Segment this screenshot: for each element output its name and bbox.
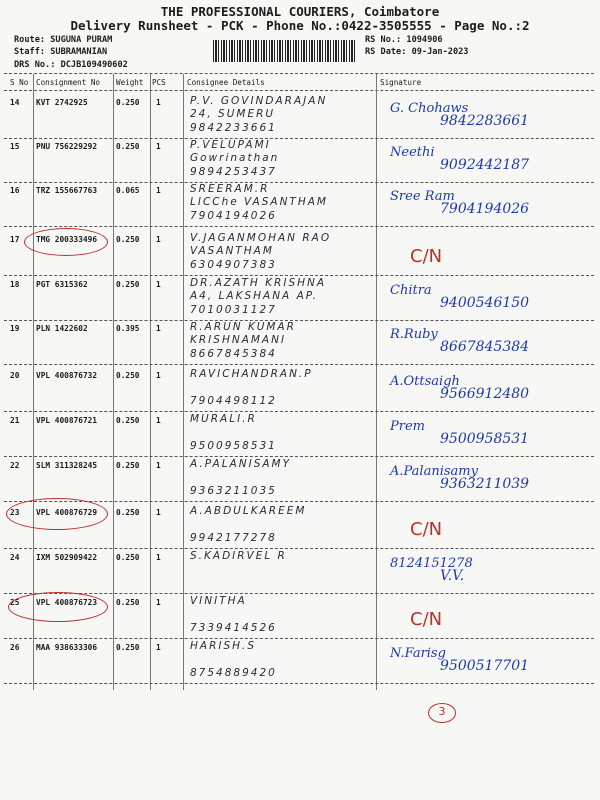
consignee-phone: 9363211035 [190, 485, 277, 497]
col-sno: S No [10, 78, 29, 87]
signature-phone: 9092442187 [440, 157, 530, 173]
pcs-value: 1 [156, 186, 161, 195]
barcode-image [213, 40, 355, 62]
signature-mark: A.Ottsaigh [390, 374, 460, 389]
consignee-phone: 6304907383 [190, 259, 277, 271]
consignment-number: VPL 400876721 [36, 416, 98, 425]
consignment-number: VPL 400876729 [36, 508, 98, 517]
signature-mark: Prem [390, 419, 425, 434]
consignee-phone: 7904194026 [190, 210, 277, 222]
pcs-value: 1 [156, 598, 161, 607]
consignee-name: VINITHA [190, 595, 247, 607]
page-mark: 3 [428, 703, 456, 723]
signature-phone: 9842283661 [440, 113, 530, 129]
consignment-number: VPL 400876723 [36, 598, 98, 607]
consignee-phone: 7339414526 [190, 622, 277, 634]
drs-number: DRS No.: DCJB109490602 [14, 60, 128, 70]
consignment-number: IXM 502909422 [36, 553, 98, 562]
pcs-value: 1 [156, 324, 161, 333]
consignment-number: TMG 200333496 [36, 235, 98, 244]
col-signature: Signature [380, 78, 422, 87]
consignee-address: KRISHNAMANI [190, 334, 287, 346]
consignee-address: LICChe VASANTHAM [190, 196, 328, 208]
consignee-phone: 9842233661 [190, 122, 277, 134]
signature-phone: 7904194026 [440, 201, 530, 217]
consignee-name: S.KADIRVEL R [190, 550, 287, 562]
signature-mark: Chitra [390, 283, 432, 298]
col-weight: Weight [116, 78, 144, 87]
pcs-value: 1 [156, 98, 161, 107]
consignee-address: A4, LAKSHANA AP. [190, 290, 318, 302]
col-consignee: Consignee Details [187, 78, 265, 87]
consignee-name: SREERAM.R [190, 183, 270, 195]
signature-mark: N.Farisg [390, 646, 446, 661]
signature-mark: R.Ruby [390, 327, 438, 342]
signature-mark: 8124151278 [390, 556, 473, 571]
consignee-name: A.PALANISAMY [190, 458, 292, 470]
consignee-phone: 9942177278 [190, 532, 277, 544]
weight-value: 0.395 [116, 324, 140, 333]
consignee-name: HARISH.S [190, 640, 257, 652]
weight-value: 0.250 [116, 280, 140, 289]
serial-number: 15 [10, 142, 20, 151]
signature-mark: C/N [410, 519, 443, 540]
route-label: Route: SUGUNA PURAM [14, 35, 113, 45]
serial-number: 23 [10, 508, 20, 517]
weight-value: 0.250 [116, 416, 140, 425]
pcs-value: 1 [156, 280, 161, 289]
consignment-number: PNU 756229292 [36, 142, 98, 151]
weight-value: 0.250 [116, 142, 140, 151]
serial-number: 24 [10, 553, 20, 562]
signature-phone: 9363211039 [440, 476, 530, 492]
signature-phone: 9500958531 [440, 431, 530, 447]
consignment-number: PLN 1422602 [36, 324, 88, 333]
serial-number: 21 [10, 416, 20, 425]
serial-number: 25 [10, 598, 20, 607]
consignment-number: VPL 400876732 [36, 371, 98, 380]
pcs-value: 1 [156, 235, 161, 244]
pcs-value: 1 [156, 416, 161, 425]
weight-value: 0.250 [116, 553, 140, 562]
consignee-phone: 9500958531 [190, 440, 277, 452]
serial-number: 16 [10, 186, 20, 195]
highlight-circle [24, 228, 108, 256]
consignee-phone: 9894253437 [190, 166, 277, 178]
signature-mark: G. Chohaws [390, 101, 469, 116]
consignee-name: A.ABDULKAREEM [190, 505, 307, 517]
serial-number: 26 [10, 643, 20, 652]
pcs-value: 1 [156, 461, 161, 470]
pcs-value: 1 [156, 553, 161, 562]
staff-label: Staff: SUBRAMANIAN [14, 47, 108, 57]
col-consignment: Consignment No [36, 78, 101, 87]
pcs-value: 1 [156, 508, 161, 517]
runsheet-subtitle: Delivery Runsheet - PCK - Phone No.:0422-3505555 - Page No.:2 [70, 18, 530, 33]
weight-value: 0.250 [116, 371, 140, 380]
consignee-address: Gowrinathan [190, 152, 280, 164]
signature-mark: C/N [410, 246, 443, 267]
consignment-number: KVT 2742925 [36, 98, 88, 107]
weight-value: 0.250 [116, 235, 140, 244]
consignee-name: V.JAGANMOHAN RAO [190, 232, 332, 244]
weight-value: 0.065 [116, 186, 140, 195]
serial-number: 20 [10, 371, 20, 380]
pcs-value: 1 [156, 371, 161, 380]
consignee-name: RAVICHANDRAN.P [190, 368, 313, 380]
col-pcs: PCS [152, 78, 166, 87]
signature-phone: 8667845384 [440, 339, 530, 355]
serial-number: 22 [10, 461, 20, 470]
weight-value: 0.250 [116, 98, 140, 107]
consignee-name: MURALI.R [190, 413, 257, 425]
signature-phone: 9500517701 [440, 658, 530, 674]
consignee-address: VASANTHAM [190, 245, 274, 257]
consignee-name: P.VELUPAMI [190, 139, 271, 151]
company-title: THE PROFESSIONAL COURIERS, Coimbatore [160, 4, 440, 19]
serial-number: 18 [10, 280, 20, 289]
weight-value: 0.250 [116, 598, 140, 607]
consignee-name: DR.AZATH KRISHNA [190, 277, 327, 289]
consignee-phone: 7904498112 [190, 395, 277, 407]
consignment-number: PGT 6315362 [36, 280, 88, 289]
consignment-number: MAA 938633306 [36, 643, 98, 652]
consignment-number: TRZ 155667763 [36, 186, 98, 195]
highlight-circle [6, 498, 108, 530]
consignee-name: P.V. GOVINDARAJAN [190, 95, 328, 107]
signature-mark: A.Palanisamy [390, 464, 478, 479]
weight-value: 0.250 [116, 643, 140, 652]
weight-value: 0.250 [116, 508, 140, 517]
signature-phone: 9566912480 [440, 386, 530, 402]
consignee-phone: 8754889420 [190, 667, 277, 679]
serial-number: 19 [10, 324, 20, 333]
highlight-circle [8, 592, 108, 622]
signature-mark: Sree Ram [390, 189, 455, 204]
serial-number: 17 [10, 235, 20, 244]
signature-mark: Neethi [390, 145, 435, 160]
consignment-number: SLM 311328245 [36, 461, 98, 470]
consignee-phone: 8667845384 [190, 348, 277, 360]
rs-number: RS No.: 1094906 [365, 35, 443, 45]
pcs-value: 1 [156, 142, 161, 151]
rs-date: RS Date: 09-Jan-2023 [365, 47, 469, 57]
pcs-value: 1 [156, 643, 161, 652]
signature-phone: 9400546150 [440, 295, 530, 311]
consignee-name: R.ARUN KUMAR [190, 321, 296, 333]
signature-mark: C/N [410, 609, 443, 630]
consignee-phone: 7010031127 [190, 304, 277, 316]
signature-phone: V.V. [440, 568, 465, 584]
weight-value: 0.250 [116, 461, 140, 470]
serial-number: 14 [10, 98, 20, 107]
consignee-address: 24, SUMERU [190, 108, 276, 120]
